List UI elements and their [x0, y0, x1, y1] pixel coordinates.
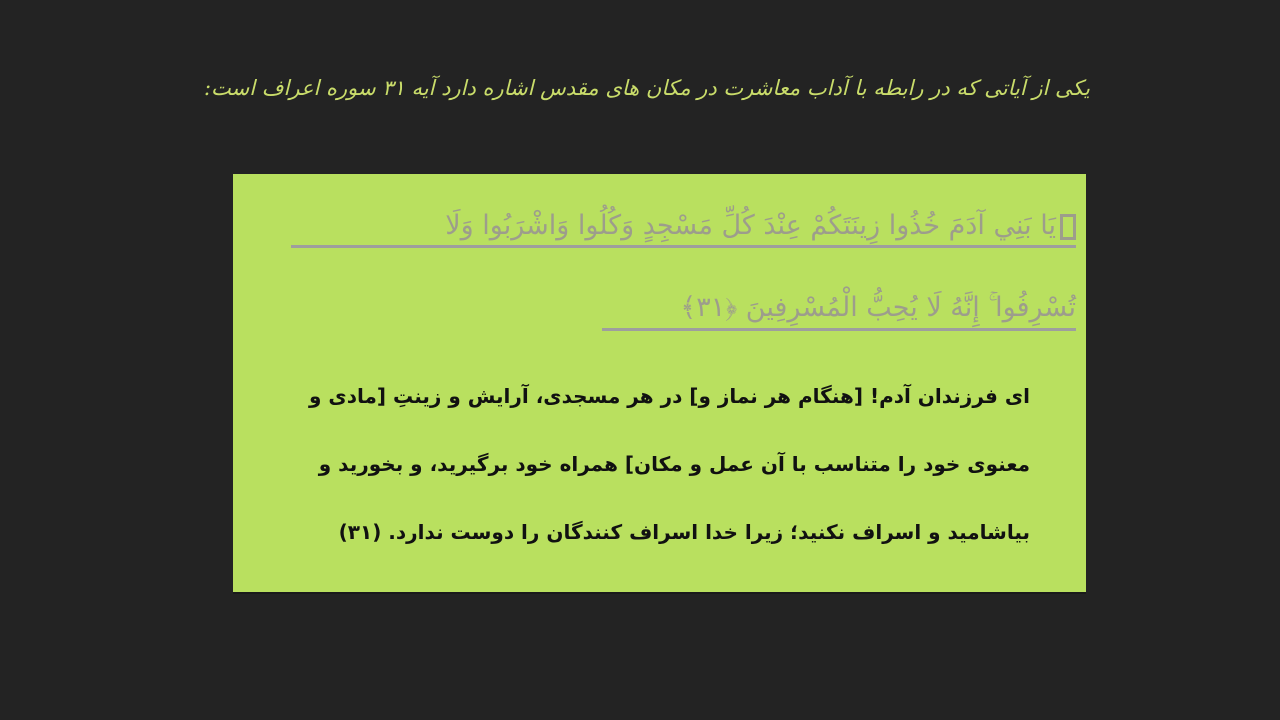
translation-line-1: ای فرزندان آدم! [هنگام هر نماز و] در هر مسجدی، آرایش و زینتِ [مادی و	[309, 384, 1030, 408]
translation-line-3: بیاشامید و اسراف نکنید؛ زیرا خدا اسراف کنندگان را دوست ندارد. (۳۱)	[338, 520, 1030, 544]
quran-verse-line-1	[291, 210, 1076, 248]
translation-line-2: معنوی خود را متناسب با آن عمل و مکان] همراه خود برگیرید، و بخورید و	[318, 452, 1030, 476]
verse-translation	[240, 362, 1030, 566]
quran-verse-text-1: یَا بَنِي آدَمَ خُذُوا زِينَتَكُمْ عِنْدَ كُلِّ مَسْجِدٍ وَكُلُوا وَاشْرَبُوا وَلَا	[445, 210, 1056, 241]
verse-panel	[233, 174, 1086, 594]
quran-verse-line-2: تُسْرِفُوا ۚ إِنَّهُ لَا يُحِبُّ الْمُسْرِفِينَ ﴿٣١﴾	[602, 292, 1076, 331]
missing-glyph-icon	[1060, 214, 1076, 240]
slide-heading: یکی از آیاتی که در رابطه با آداب معاشرت در مکان های مقدس اشاره دارد آیه ۳۱ سوره اعراف است:	[203, 76, 1090, 100]
